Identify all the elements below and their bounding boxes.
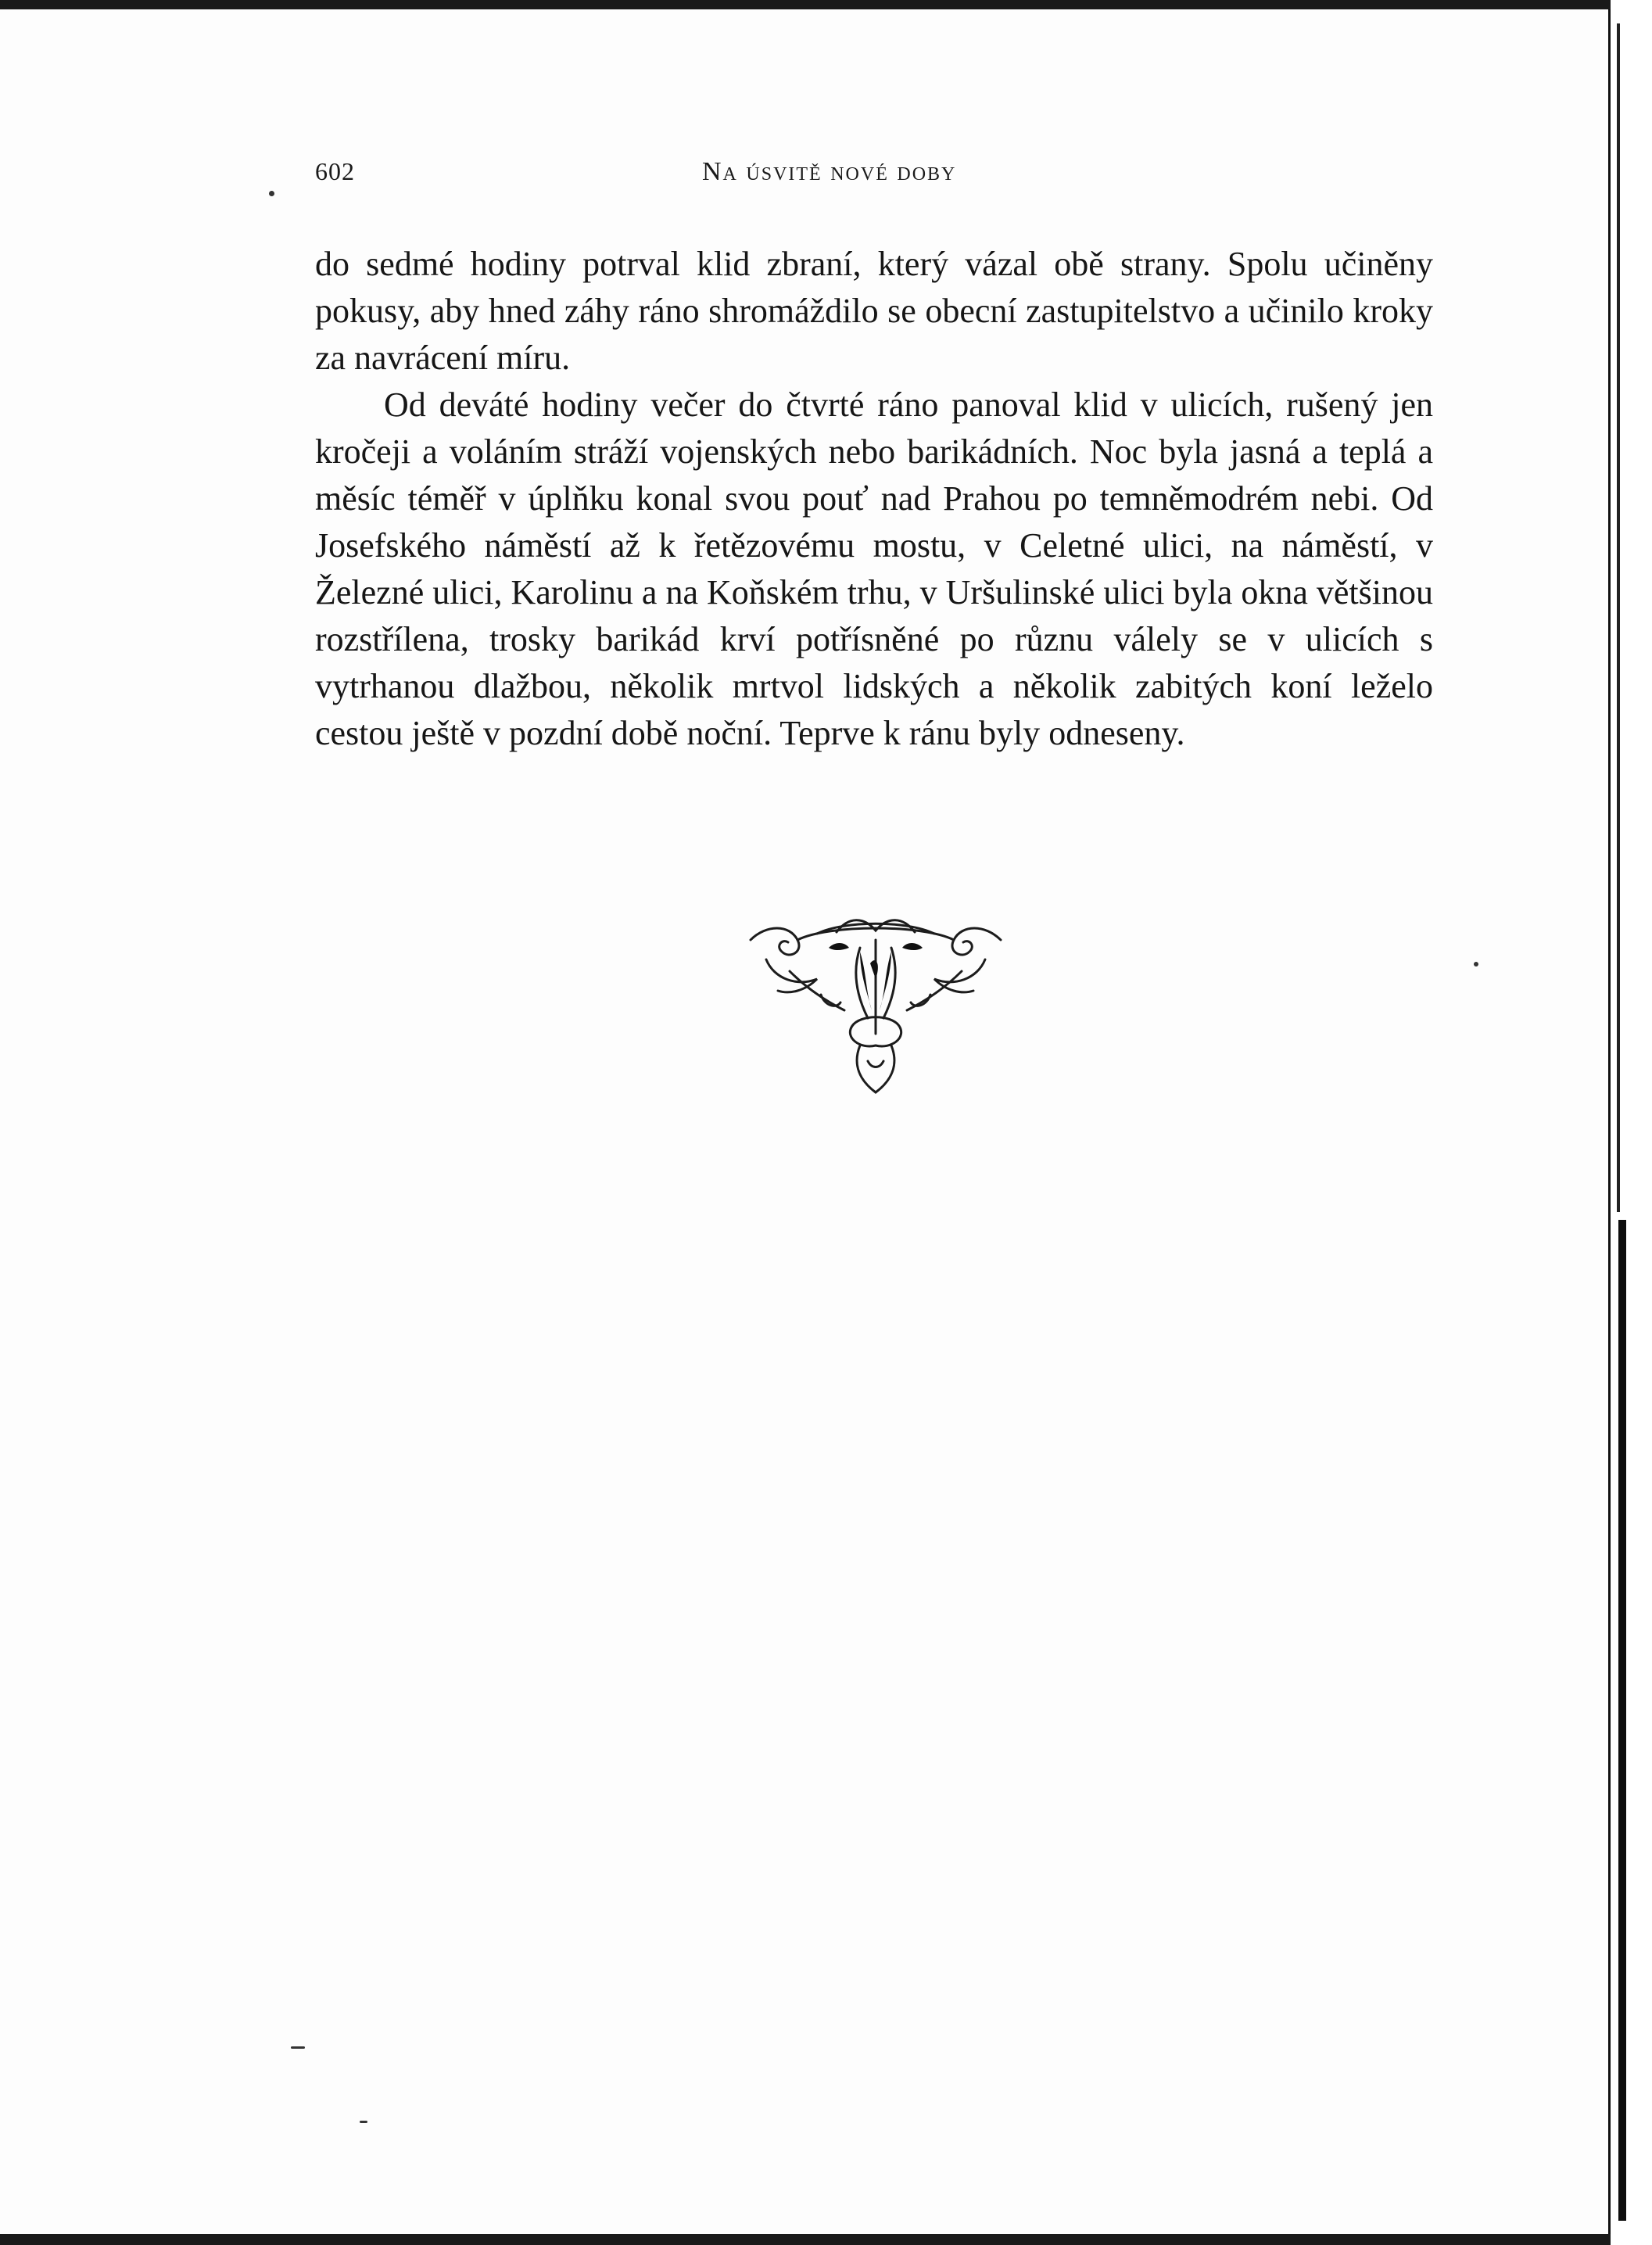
page-number: 602 [315, 157, 355, 185]
scan-speck [1474, 962, 1478, 966]
scan-speck [360, 2121, 367, 2123]
scan-speck [269, 191, 274, 196]
scan-edge [1618, 1220, 1626, 2221]
paragraph: Od deváté hodiny večer do čtvrté ráno panoval klid v ulicích, rušený jen kročeji a voláním stráží vojenských nebo barikádních. Noc byla jasná a teplá a měsíc téměř v úplňku konal svou pouť nad Prahou po temněmodrém nebi. Od Josefského náměstí až k řetězovému mostu, v Celetné ulici, na náměstí, v Železné ulici, Karolinu a na Koňském trhu, v Uršulinské ulici byla okna většinou rozstřílena, trosky barikád krví potřísněné po různu válely se v ulicích s vytrhanou dlažbou, několik mrtvol lidských a několik zabitých koní leželo cestou ještě v pozdní době noční. Teprve k ránu byly odneseny. [315, 386, 1433, 752]
floral-tailpiece-icon [743, 916, 1009, 1096]
paragraph-continued: do sedmé hodiny potrval klid zbraní, který vázal obě strany. Spolu učiněny pokusy, aby hned záhy ráno shromáždilo se obecní zastupitelstvo a učinilo kroky za navrácení míru. [315, 245, 1433, 377]
scan-margin [1611, 0, 1652, 2245]
running-head [315, 152, 1433, 199]
running-title: Na úsvitě nové doby [702, 157, 957, 186]
book-page [0, 9, 1611, 2234]
body-text [315, 241, 1433, 757]
scan-edge [1617, 23, 1620, 1212]
scan-speck [291, 2046, 305, 2049]
